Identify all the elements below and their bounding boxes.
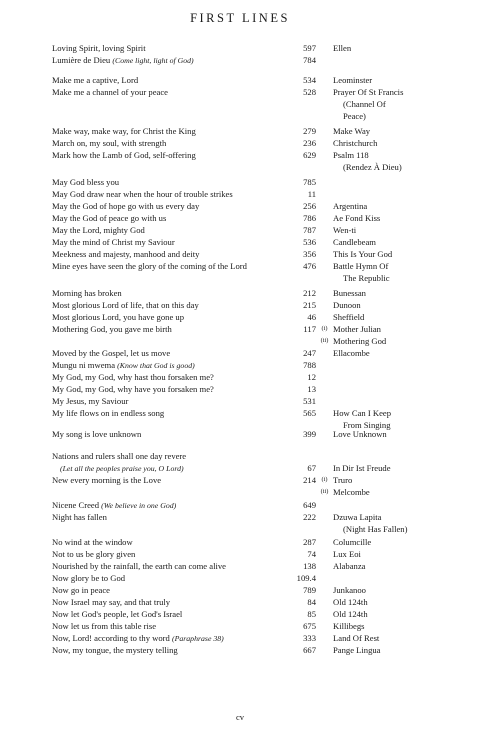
first-line-text: May God bless you (52, 177, 120, 187)
index-entry (0, 299, 480, 311)
first-line-text: May the God of peace go with us (52, 213, 167, 223)
hymn-number: 565 (303, 408, 316, 418)
tune-name: Sheffield (333, 312, 365, 322)
tune-name: Love Unknown (333, 429, 387, 439)
tune-name: This Is Your God (333, 249, 393, 259)
index-entry (0, 359, 480, 371)
first-line-text: Nations and rulers shall one day revere (52, 451, 187, 461)
first-line-text: Mungu ni mwema (52, 360, 116, 370)
tune-name: Dunoon (333, 300, 361, 310)
first-line-text: Not to us be glory given (52, 549, 136, 559)
index-entry (0, 323, 480, 335)
first-line (52, 248, 199, 260)
first-line-text: My God, my God, why hast thou forsaken me? (52, 372, 214, 382)
index-entry (0, 548, 480, 560)
hymn-number: 531 (303, 396, 316, 406)
index-entry (0, 54, 480, 66)
tune-name: Bunessan (333, 288, 366, 298)
index-entry (0, 596, 480, 608)
hymn-number: 13 (307, 384, 316, 394)
hymn-number: 214 (303, 475, 316, 485)
first-line (52, 176, 119, 188)
index-entry (0, 486, 480, 498)
first-line-text: March on, my soul, with strength (52, 138, 167, 148)
tune-name: Land Of Rest (333, 633, 380, 643)
first-line (52, 407, 164, 419)
first-line-text: Nicene Creed (52, 500, 100, 510)
index-entry (0, 137, 480, 149)
first-line-text: Make me a channel of your peace (52, 87, 168, 97)
index-entry (0, 86, 480, 98)
hymn-number: 212 (303, 288, 316, 298)
index-entry (0, 511, 480, 523)
first-line-text: May the Lord, mighty God (52, 225, 145, 235)
tune-name: Make Way (333, 126, 371, 136)
hymn-number: 476 (303, 261, 316, 271)
index-entry (0, 560, 480, 572)
first-line (52, 428, 141, 440)
hymn-number: 649 (303, 500, 316, 510)
first-line (52, 572, 125, 584)
first-line (52, 596, 170, 608)
first-line-text: Mine eyes have seen the glory of the coming of the Lord (52, 261, 247, 271)
index-entry (0, 536, 480, 548)
first-line (52, 644, 178, 656)
first-line-text: Lumière de Dieu (52, 55, 111, 65)
first-line (52, 450, 186, 462)
index-entry (0, 572, 480, 584)
first-line (52, 236, 175, 248)
hymn-number: 85 (307, 609, 316, 619)
tune-name: Prayer Of St Francis (333, 87, 404, 97)
first-line (52, 548, 135, 560)
tune-variant-mark: (i) (321, 325, 328, 332)
first-line (52, 287, 122, 299)
first-line-text: My life flows on in endless song (52, 408, 165, 418)
first-line (52, 560, 226, 572)
first-line-text: No wind at the window (52, 537, 133, 547)
tune-name: Melcombe (333, 487, 370, 497)
first-line-text: Mark how the Lamb of God, self-offering (52, 150, 196, 160)
index-entry (0, 450, 480, 462)
first-line (52, 42, 146, 54)
first-line (52, 383, 214, 395)
index-entry (0, 98, 480, 110)
first-line-text: May God draw near when the hour of trouble strikes (52, 189, 233, 199)
first-line-note: (Come light, light of God) (112, 56, 194, 65)
hymn-number: 279 (303, 126, 316, 136)
tune-name: Pange Lingua (333, 645, 381, 655)
first-line (52, 347, 170, 359)
hymn-number: 528 (303, 87, 316, 97)
index-entry (0, 347, 480, 359)
first-line (52, 188, 233, 200)
hymn-number: 536 (303, 237, 316, 247)
tune-name: Mothering God (333, 336, 387, 346)
tune-name: Ellacombe (333, 348, 370, 358)
hymn-number: 74 (307, 549, 316, 559)
first-line-text: Nourished by the rainfall, the earth can come alive (52, 561, 226, 571)
hymn-number: 333 (303, 633, 316, 643)
tune-name: (Rendez À Dieu) (343, 162, 402, 172)
hymn-number: 215 (303, 300, 316, 310)
first-line-text: Now go in peace (52, 585, 110, 595)
tune-name: Leominster (333, 75, 373, 85)
hymn-number: 787 (303, 225, 316, 235)
index-entry (0, 161, 480, 173)
hymn-number: 629 (303, 150, 316, 160)
index-entry (0, 272, 480, 284)
index-entry (0, 200, 480, 212)
tune-name: Ellen (333, 43, 352, 53)
tune-name: Killibegs (333, 621, 365, 631)
hymn-number: 236 (303, 138, 316, 148)
first-line (52, 474, 161, 486)
hymn-number: 667 (303, 645, 316, 655)
index-entry (0, 371, 480, 383)
tune-variant-mark: (i) (321, 476, 328, 483)
index-entry (0, 474, 480, 486)
hymn-number: 675 (303, 621, 316, 631)
first-line-text: Now Israel may say, and that truly (52, 597, 171, 607)
index-entry (0, 428, 480, 440)
first-line-text: My Jesus, my Saviour (52, 396, 129, 406)
hymn-number: 784 (303, 55, 316, 65)
first-line-text: My song is love unknown (52, 429, 142, 439)
page-title: FIRST LINES (190, 11, 290, 25)
first-line-text: Morning has broken (52, 288, 122, 298)
tune-name: Wen-ti (333, 225, 357, 235)
first-line (52, 212, 166, 224)
first-line-note: (Paraphrase 38) (171, 634, 224, 643)
first-line (52, 86, 168, 98)
index-entry (0, 74, 480, 86)
index-entry (0, 125, 480, 137)
tune-name: Psalm 118 (333, 150, 369, 160)
index-entry (0, 188, 480, 200)
first-line (52, 584, 110, 596)
index-entry (0, 287, 480, 299)
tune-name: Truro (333, 475, 353, 485)
first-line-text: Moved by the Gospel, let us move (52, 348, 171, 358)
first-line-note: (Know that God is good) (117, 361, 195, 370)
index-entry (0, 383, 480, 395)
first-line-note: (We believe in one God) (101, 501, 177, 510)
hymn-number: 788 (303, 360, 316, 370)
tune-name: Ae Fond Kiss (333, 213, 381, 223)
tune-variant-mark: (ii) (320, 337, 329, 344)
index-entry (0, 620, 480, 632)
first-line (52, 620, 156, 632)
hymn-number: 789 (303, 585, 316, 595)
first-line-text: Now glory be to God (52, 573, 126, 583)
first-line-text: Most glorious Lord, you have gone up (52, 312, 184, 322)
index-entry (0, 224, 480, 236)
hymn-number: 399 (303, 429, 316, 439)
first-line (52, 371, 214, 383)
first-line (52, 511, 107, 523)
first-line-text: Make way, make way, for Christ the King (52, 126, 196, 136)
index-entry (0, 311, 480, 323)
hymn-number: 222 (303, 512, 316, 522)
first-line-text: Mothering God, you gave me birth (52, 324, 172, 334)
first-line (52, 260, 247, 272)
index-entry (0, 110, 480, 122)
first-line-text: Now, Lord! according to thy word (52, 633, 170, 643)
first-line (52, 74, 138, 86)
first-line (52, 149, 196, 161)
tune-name: The Republic (343, 273, 390, 283)
index-entry (0, 584, 480, 596)
index-entry (0, 260, 480, 272)
tune-name: Old 124th (333, 609, 368, 619)
tune-name: Peace) (343, 111, 366, 121)
tune-name: Lux Eoi (333, 549, 361, 559)
hymn-number: 597 (303, 43, 316, 53)
index-entry (0, 632, 480, 644)
tune-name: Battle Hymn Of (333, 261, 389, 271)
tune-name: Candlebeam (333, 237, 376, 247)
index-entry (0, 248, 480, 260)
index-entry (0, 236, 480, 248)
first-line (52, 311, 184, 323)
first-line-text: My God, my God, why have you forsaken me? (52, 384, 214, 394)
tune-name: From Singing (343, 420, 391, 430)
index-entry (0, 212, 480, 224)
tune-name: (Channel Of (343, 99, 386, 109)
hymn-number: 287 (303, 537, 316, 547)
tune-name: Alabanza (333, 561, 366, 571)
hymn-number: 534 (303, 75, 316, 85)
first-line-note: (Let all the peoples praise you, O Lord) (60, 464, 184, 473)
tune-name: Old 124th (333, 597, 368, 607)
hymn-number: 109.4 (296, 573, 316, 583)
hymn-number: 785 (303, 177, 316, 187)
first-line (52, 54, 194, 67)
tune-name: Columcille (333, 537, 372, 547)
index-entry (0, 462, 480, 474)
hymn-number: 117 (303, 324, 316, 334)
tune-name: How Can I Keep (333, 408, 391, 418)
first-line (52, 125, 196, 137)
first-line-text: Now let God's people, let God's Israel (52, 609, 183, 619)
index-entry (0, 523, 480, 535)
index-entry (0, 499, 480, 511)
first-line-text: May the God of hope go with us every day (52, 201, 200, 211)
index-entry (0, 608, 480, 620)
first-line-text: Most glorious Lord of life, that on this day (52, 300, 199, 310)
hymn-number: 786 (303, 213, 316, 223)
tune-name: Christchurch (333, 138, 378, 148)
tune-name: (Night Has Fallen) (343, 524, 408, 534)
index-entry (0, 407, 480, 419)
index-entry (0, 176, 480, 188)
tune-name: Argentina (333, 201, 368, 211)
first-line-text: Make me a captive, Lord (52, 75, 139, 85)
index-entry (0, 395, 480, 407)
hymn-number: 356 (303, 249, 316, 259)
hymn-number: 12 (307, 372, 316, 382)
hymn-number: 138 (303, 561, 316, 571)
first-line (52, 395, 128, 407)
first-line (52, 536, 133, 548)
first-line-text: Night has fallen (52, 512, 107, 522)
index-entry (0, 42, 480, 54)
page-number: cv (235, 712, 245, 722)
hymn-number: 256 (303, 201, 316, 211)
first-line (52, 200, 199, 212)
first-line-text: Now let us from this table rise (52, 621, 157, 631)
first-line-text: May the mind of Christ my Saviour (52, 237, 175, 247)
index-entry (0, 644, 480, 656)
first-line (52, 224, 145, 236)
tune-name: In Dir Ist Freude (333, 463, 391, 473)
hymn-number: 11 (307, 189, 316, 199)
tune-name: Junkanoo (333, 585, 366, 595)
hymn-number: 247 (303, 348, 316, 358)
hymn-number: 46 (307, 312, 316, 322)
first-line-text: Meekness and majesty, manhood and deity (52, 249, 200, 259)
first-line (52, 323, 172, 335)
first-line-text: Loving Spirit, loving Spirit (52, 43, 146, 53)
hymn-number: 67 (307, 463, 316, 473)
first-line-text: Now, my tongue, the mystery telling (52, 645, 178, 655)
first-line (52, 137, 166, 149)
tune-name: Dzuwa Lapita (333, 512, 382, 522)
first-line (52, 608, 182, 620)
index-entry (0, 335, 480, 347)
first-line (52, 299, 199, 311)
first-line-text: New every morning is the Love (52, 475, 162, 485)
hymn-number: 84 (307, 597, 316, 607)
index-entry (0, 149, 480, 161)
tune-name: Mother Julian (333, 324, 381, 334)
tune-variant-mark: (ii) (320, 488, 329, 495)
